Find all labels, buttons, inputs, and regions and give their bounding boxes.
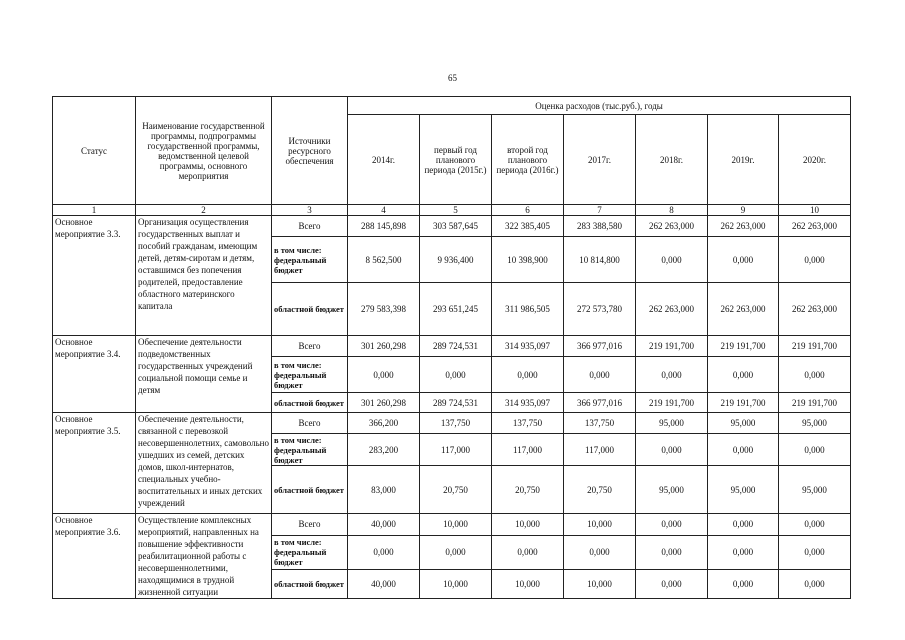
- value-cell: 0,000: [420, 535, 492, 570]
- source-cell: областной бюджет: [272, 283, 348, 336]
- value-cell: 0,000: [779, 434, 851, 466]
- value-cell: 262 263,000: [708, 216, 779, 237]
- program-name-cell: Осуществление комплексных мероприятий, направленных на повышение эффективности реабилитационной работы с несовершеннолетними, находящимися в трудной жизненной ситуации: [136, 514, 272, 599]
- value-cell: 0,000: [708, 514, 779, 536]
- header-name: Наименование государственной программы, подпрограммы государственной программы, ведомственной целевой программы, основного мероприятия: [136, 97, 272, 205]
- value-cell: 219 191,700: [708, 393, 779, 413]
- value-cell: 272 573,780: [564, 283, 636, 336]
- value-cell: 83,000: [348, 466, 420, 514]
- value-cell: 314 935,097: [492, 336, 564, 357]
- value-cell: 279 583,398: [348, 283, 420, 336]
- status-cell: Основное мероприятие 3.4.: [53, 336, 136, 413]
- value-cell: 314 935,097: [492, 393, 564, 413]
- value-cell: 303 587,645: [420, 216, 492, 237]
- value-cell: 40,000: [348, 570, 420, 599]
- column-index: 8: [636, 205, 708, 216]
- table-row: [53, 413, 851, 434]
- value-cell: 219 191,700: [779, 336, 851, 357]
- header-year: 2014г.: [348, 115, 420, 205]
- column-index: 2: [136, 205, 272, 216]
- source-cell: Всего: [272, 514, 348, 536]
- value-cell: 0,000: [636, 237, 708, 283]
- header-estimate: Оценка расходов (тыс.руб.), годы: [348, 97, 851, 115]
- header-year: 2017г.: [564, 115, 636, 205]
- value-cell: 0,000: [564, 357, 636, 393]
- value-cell: 95,000: [708, 466, 779, 514]
- value-cell: 0,000: [420, 357, 492, 393]
- value-cell: 0,000: [636, 570, 708, 599]
- value-cell: 0,000: [348, 535, 420, 570]
- value-cell: 366 977,016: [564, 393, 636, 413]
- value-cell: 0,000: [779, 570, 851, 599]
- value-cell: 0,000: [708, 357, 779, 393]
- source-cell: Всего: [272, 413, 348, 434]
- value-cell: 0,000: [708, 434, 779, 466]
- source-cell: в том числе: федеральный бюджет: [272, 434, 348, 466]
- table-row: [53, 216, 851, 237]
- value-cell: 117,000: [420, 434, 492, 466]
- value-cell: 95,000: [779, 413, 851, 434]
- header-year: второй год планового периода (2016г.): [492, 115, 564, 205]
- value-cell: 0,000: [779, 357, 851, 393]
- value-cell: 301 260,298: [348, 393, 420, 413]
- program-name-cell: Обеспечение деятельности подведомственных государственных учреждений социальной помощи семье и детям: [136, 336, 272, 413]
- value-cell: 10 814,800: [564, 237, 636, 283]
- value-cell: 366,200: [348, 413, 420, 434]
- column-index: 6: [492, 205, 564, 216]
- status-cell: Основное мероприятие 3.3.: [53, 216, 136, 336]
- value-cell: 0,000: [779, 237, 851, 283]
- value-cell: 262 263,000: [636, 216, 708, 237]
- value-cell: 95,000: [779, 466, 851, 514]
- value-cell: 10,000: [420, 514, 492, 536]
- value-cell: 262 263,000: [779, 216, 851, 237]
- table-row: [53, 514, 851, 536]
- value-cell: 366 977,016: [564, 336, 636, 357]
- status-cell: Основное мероприятие 3.6.: [53, 514, 136, 599]
- source-cell: Всего: [272, 216, 348, 237]
- value-cell: 0,000: [492, 357, 564, 393]
- value-cell: 10 398,900: [492, 237, 564, 283]
- value-cell: 10,000: [564, 570, 636, 599]
- value-cell: 95,000: [636, 413, 708, 434]
- source-cell: областной бюджет: [272, 570, 348, 599]
- value-cell: 0,000: [636, 535, 708, 570]
- value-cell: 301 260,298: [348, 336, 420, 357]
- program-name-cell: Обеспечение деятельности, связанной с перевозкой несовершеннолетних, самовольно ушедших из семей, детских домов, школ-интернатов, специальных учебно-воспитательных и иных детских учреждений: [136, 413, 272, 514]
- column-index: 10: [779, 205, 851, 216]
- value-cell: 262 263,000: [779, 283, 851, 336]
- program-name-cell: Организация осуществления государственных выплат и пособий гражданам, имеющим детей, детям-сиротам и детям, оставшимся без попечения родителей, предоставление областного материнского капитала: [136, 216, 272, 336]
- value-cell: 0,000: [636, 434, 708, 466]
- value-cell: 8 562,500: [348, 237, 420, 283]
- column-index: 4: [348, 205, 420, 216]
- value-cell: 95,000: [708, 413, 779, 434]
- value-cell: 95,000: [636, 466, 708, 514]
- value-cell: 322 385,405: [492, 216, 564, 237]
- status-cell: Основное мероприятие 3.5.: [53, 413, 136, 514]
- value-cell: 10,000: [420, 570, 492, 599]
- value-cell: 0,000: [492, 535, 564, 570]
- value-cell: 283,200: [348, 434, 420, 466]
- value-cell: 219 191,700: [636, 393, 708, 413]
- value-cell: 0,000: [636, 357, 708, 393]
- value-cell: 9 936,400: [420, 237, 492, 283]
- value-cell: 0,000: [708, 535, 779, 570]
- source-cell: в том числе: федеральный бюджет: [272, 535, 348, 570]
- page-number: 65: [448, 73, 457, 83]
- value-cell: 0,000: [564, 535, 636, 570]
- header-year: 2018г.: [636, 115, 708, 205]
- value-cell: 288 145,898: [348, 216, 420, 237]
- column-index: 7: [564, 205, 636, 216]
- value-cell: 0,000: [779, 514, 851, 536]
- value-cell: 137,750: [420, 413, 492, 434]
- table-row: [53, 336, 851, 357]
- column-index: 5: [420, 205, 492, 216]
- value-cell: 283 388,580: [564, 216, 636, 237]
- value-cell: 0,000: [708, 237, 779, 283]
- value-cell: 293 651,245: [420, 283, 492, 336]
- value-cell: 20,750: [564, 466, 636, 514]
- source-cell: в том числе: федеральный бюджет: [272, 357, 348, 393]
- column-index: 9: [708, 205, 779, 216]
- value-cell: 10,000: [492, 570, 564, 599]
- value-cell: 0,000: [708, 570, 779, 599]
- value-cell: 20,750: [492, 466, 564, 514]
- source-cell: областной бюджет: [272, 393, 348, 413]
- value-cell: 0,000: [779, 535, 851, 570]
- value-cell: 311 986,505: [492, 283, 564, 336]
- header-sources: Источники ресурсного обеспечения: [272, 97, 348, 205]
- header-year: 2020г.: [779, 115, 851, 205]
- value-cell: 219 191,700: [779, 393, 851, 413]
- value-cell: 137,750: [492, 413, 564, 434]
- value-cell: 137,750: [564, 413, 636, 434]
- source-cell: в том числе: федеральный бюджет: [272, 237, 348, 283]
- header-status: Статус: [53, 97, 136, 205]
- value-cell: 10,000: [492, 514, 564, 536]
- value-cell: 20,750: [420, 466, 492, 514]
- value-cell: 10,000: [564, 514, 636, 536]
- value-cell: 0,000: [636, 514, 708, 536]
- value-cell: 0,000: [348, 357, 420, 393]
- value-cell: 289 724,531: [420, 336, 492, 357]
- value-cell: 262 263,000: [636, 283, 708, 336]
- column-index: 1: [53, 205, 136, 216]
- expenditure-table: [52, 96, 851, 599]
- header-year: 2019г.: [708, 115, 779, 205]
- value-cell: 117,000: [564, 434, 636, 466]
- column-index: 3: [272, 205, 348, 216]
- value-cell: 117,000: [492, 434, 564, 466]
- header-year: первый год планового периода (2015г.): [420, 115, 492, 205]
- source-cell: Всего: [272, 336, 348, 357]
- value-cell: 262 263,000: [708, 283, 779, 336]
- value-cell: 219 191,700: [636, 336, 708, 357]
- value-cell: 40,000: [348, 514, 420, 536]
- value-cell: 289 724,531: [420, 393, 492, 413]
- value-cell: 219 191,700: [708, 336, 779, 357]
- source-cell: областной бюджет: [272, 466, 348, 514]
